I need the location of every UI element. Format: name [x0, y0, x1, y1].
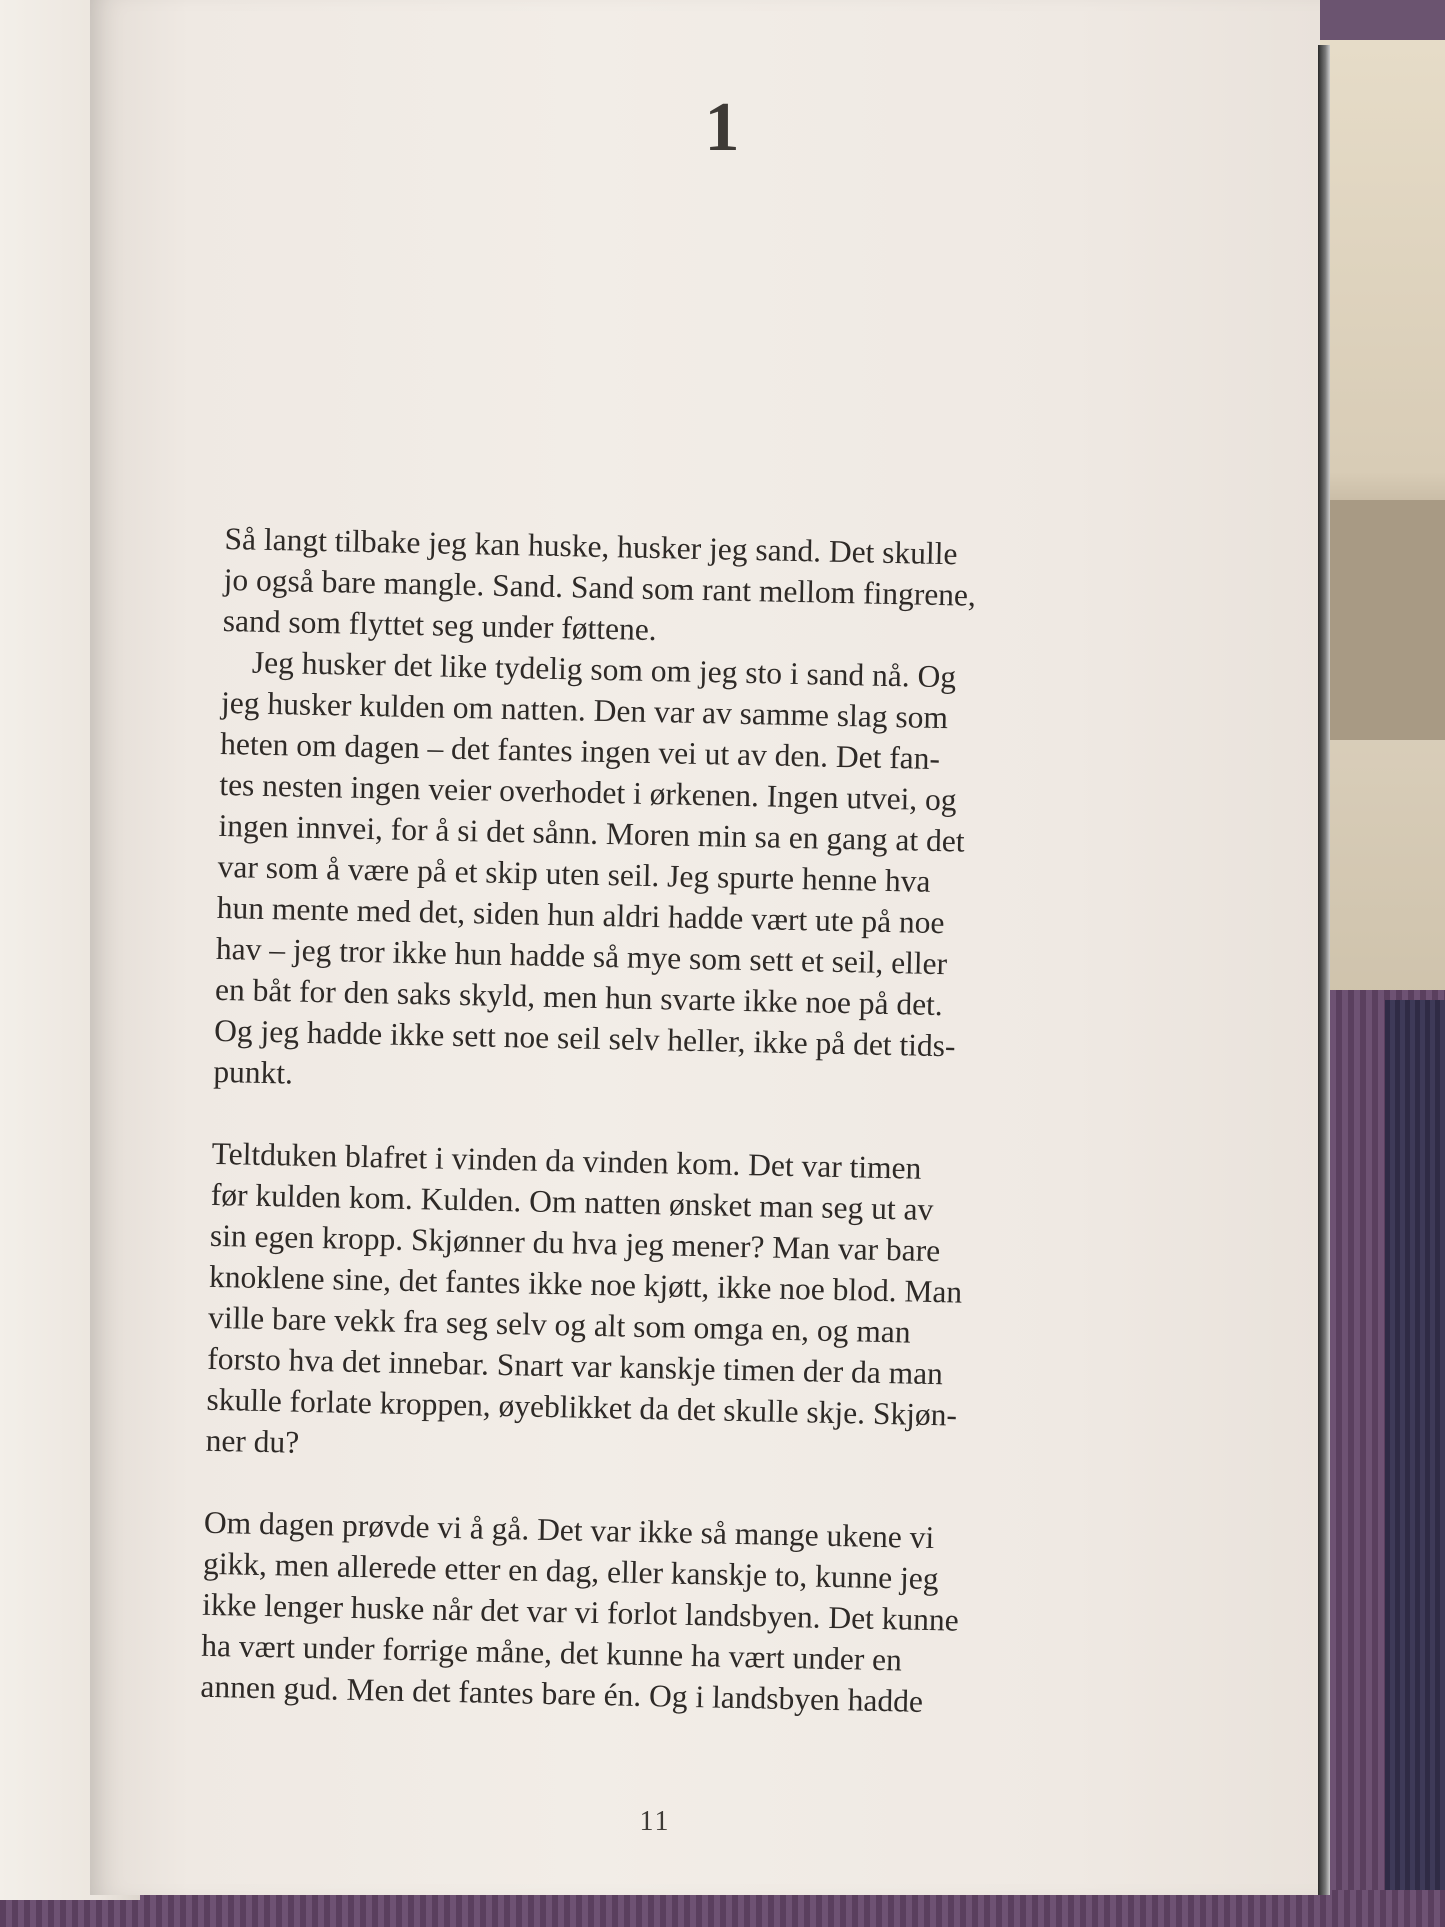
text-line: ner du? — [205, 1422, 300, 1460]
text-line: ikke lenger huske når det var vi forlot landsbyen. Det kunne — [201, 1586, 960, 1638]
text-line: annen gud. Men det fantes bare én. Og i landsbyen hadde — [200, 1668, 924, 1719]
text-line: Og jeg hadde ikke sett noe seil selv heller, ikke på det tids- — [213, 1012, 956, 1064]
text-line: Så langt tilbake jeg kan huske, husker jeg sand. Det skulle — [224, 520, 958, 572]
body-text — [200, 518, 1125, 1726]
text-line: før kulden kom. Kulden. Om natten ønsket man seg ut av — [210, 1176, 934, 1227]
background-cloth-bottom — [0, 1890, 1445, 1927]
paragraph — [222, 518, 1124, 660]
text-line: hav – jeg tror ikke hun hadde så mye som sett et seil, eller — [215, 930, 948, 982]
text-line: forsto hva det innebar. Snart var kanskje timen der da man — [207, 1340, 944, 1392]
chapter-number: 1 — [704, 89, 741, 166]
text-line: gikk, men allerede etter en dag, eller kanskje to, kunne jeg — [202, 1545, 939, 1597]
text-line: punkt. — [213, 1053, 294, 1091]
text-line: ha vært under forrige måne, det kunne ha vært under en — [201, 1627, 903, 1678]
paragraph — [213, 641, 1122, 1111]
text-line: skulle forlate kroppen, øyeblikket da det skulle skje. Skjøn- — [206, 1381, 958, 1433]
background-cloth-dark — [1385, 1000, 1445, 1927]
text-line: Om dagen prøvde vi å gå. Det var ikke så mange ukene vi — [203, 1504, 935, 1556]
text-line: Teltduken blafret i vinden da vinden kom. Det var timen — [211, 1135, 922, 1186]
text-line: jo også bare mangle. Sand. Sand som rant mellom fingrene, — [223, 561, 977, 613]
text-line: knoklene sine, det fantes ikke noe kjøtt, ikke noe blod. Man — [208, 1258, 963, 1310]
text-line: var som å være på et skip uten seil. Jeg spurte henne hva — [217, 848, 931, 899]
background-shelf-shadow — [1330, 500, 1445, 740]
paragraph — [200, 1502, 1104, 1726]
text-line: Jeg husker det like tydelig som om jeg sto i sand nå. Og — [251, 644, 957, 695]
text-line: sand som flyttet seg under føttene. — [222, 602, 658, 648]
text-line: ingen innvei, for å si det sånn. Moren min sa en gang at det — [218, 807, 965, 859]
page-edge — [1318, 45, 1330, 1895]
text-line: hun mente med det, siden hun aldri hadde vært ute på noe — [216, 889, 945, 941]
text-line: heten om dagen – det fantes ingen vei ut av den. Det fan- — [219, 725, 941, 777]
text-line: jeg husker kulden om natten. Den var av samme slag som — [220, 684, 949, 736]
text-line: sin egen kropp. Skjønner du hva jeg mener? Man var bare — [209, 1217, 941, 1269]
paragraph — [205, 1133, 1112, 1480]
text-line: tes nesten ingen veier overhodet i ørkenen. Ingen utvei, og — [219, 766, 958, 818]
page-number: 11 — [639, 1806, 671, 1837]
text-line: en båt for den saks skyld, men hun svarte ikke noe på det. — [214, 971, 944, 1023]
text-line: ville bare vekk fra seg selv og alt som omga en, og man — [207, 1299, 911, 1350]
